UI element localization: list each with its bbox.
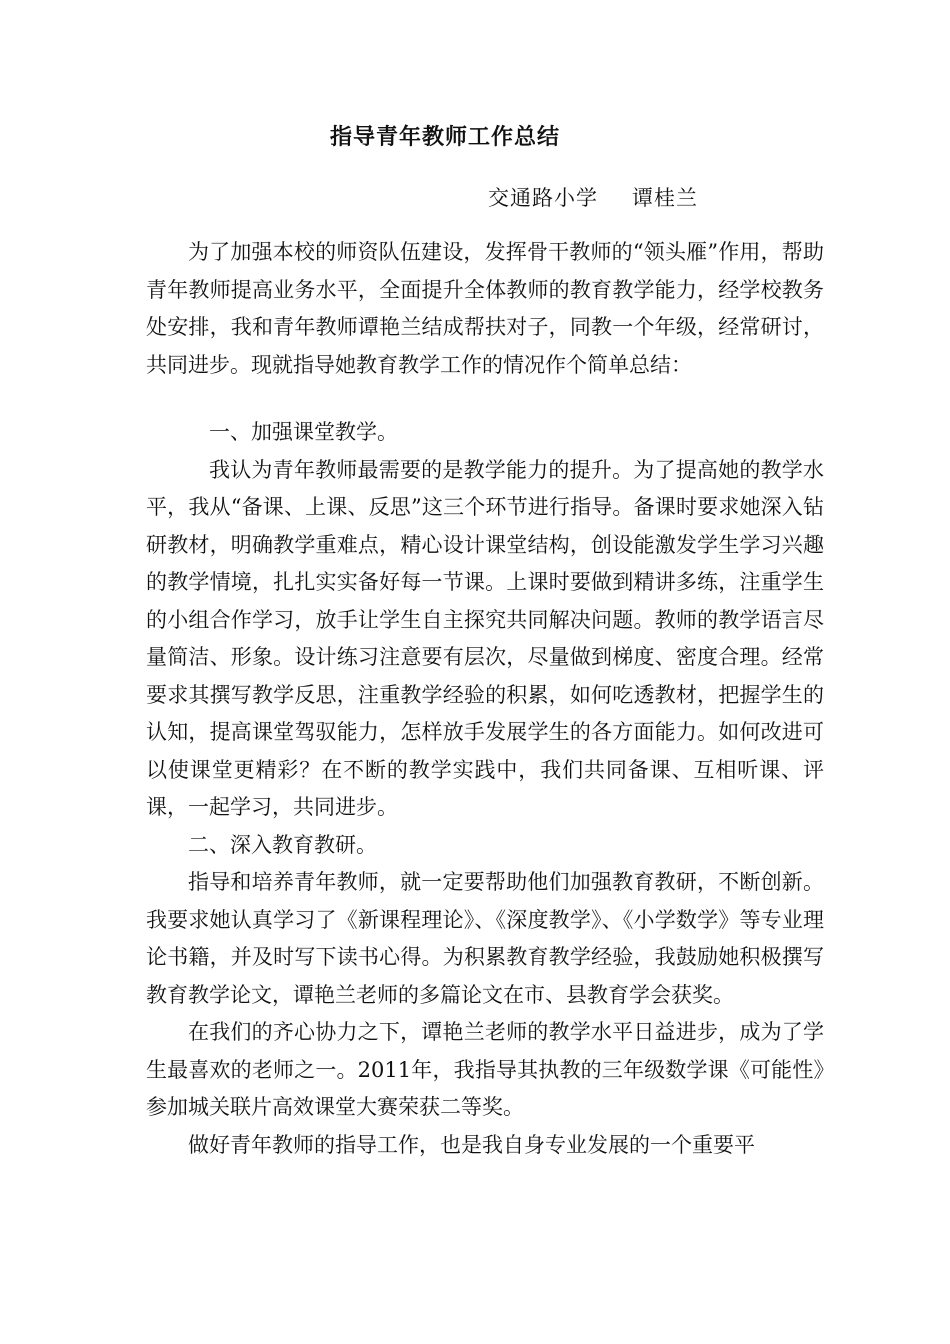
paragraph-4: 做好青年教师的指导工作，也是我自身专业发展的一个重要平 xyxy=(188,1132,755,1157)
author-name: 谭桂兰 xyxy=(632,186,698,210)
author-line xyxy=(488,182,698,212)
document-title: 指导青年教师工作总结 xyxy=(329,125,560,150)
paragraph-spacer xyxy=(146,384,824,414)
school-name: 交通路小学 xyxy=(488,186,598,210)
paragraph-1: 我认为青年教师最需要的是教学能力的提升。为了提高她的教学水平，我从“备课、上课、反思”这三个环节进行指导。备课时要求她深入钻研教材，明确教学重难点，精心设计课堂结构，创设能激发学生学习兴趣的教学情境，扎扎实实备好每一节课。上课时要做到精讲多练，注重学生的小组合作学习，放手让学生自主探究共同解决问题。教师的教学语言尽量简洁、形象。设计练习注意要有层次，尽量做到梯度、密度合理。经常要求其撰写教学反思，注重教学经验的积累，如何吃透教材，把握学生的认知，提高课堂驾驭能力，怎样放手发展学生的各方面能力。如何改进可以使课堂更精彩？在不断的教学实践中，我们共同备课、互相听课、评课，一起学习，共同进步。 xyxy=(146,457,824,819)
paragraph-2: 指导和培养青年教师，就一定要帮助他们加强教育教研，不断创新。我要求她认真学习了《新课程理论》、《深度教学》、《小学数学》等专业理论书籍，并及时写下读书心得。为积累教育教学经验，我鼓励她积极撰写教育教学论文，谭艳兰老师的多篇论文在市、县教育学会获奖。 xyxy=(146,870,824,1007)
section-heading-2: 二、深入教育教研。 xyxy=(188,832,377,857)
paragraph-intro: 为了加强本校的师资队伍建设，发挥骨干教师的“领头雁”作用，帮助青年教师提高业务水平，全面提升全体教师的教育教学能力，经学校教务处安排，我和青年教师谭艳兰结成帮扶对子，同教一个年级，经常研讨，共同进步。现就指导她教育教学工作的情况作个简单总结： xyxy=(146,240,824,377)
section-heading-1: 一、加强课堂教学。 xyxy=(209,420,398,444)
paragraph-3: 在我们的齐心协力之下，谭艳兰老师的教学水平日益进步，成为了学生最喜欢的老师之一。2011年，我指导其执教的三年级数学课《可能性》参加城关联片高效课堂大赛荣获二等奖。 xyxy=(146,1020,824,1119)
document-body xyxy=(146,234,824,1164)
